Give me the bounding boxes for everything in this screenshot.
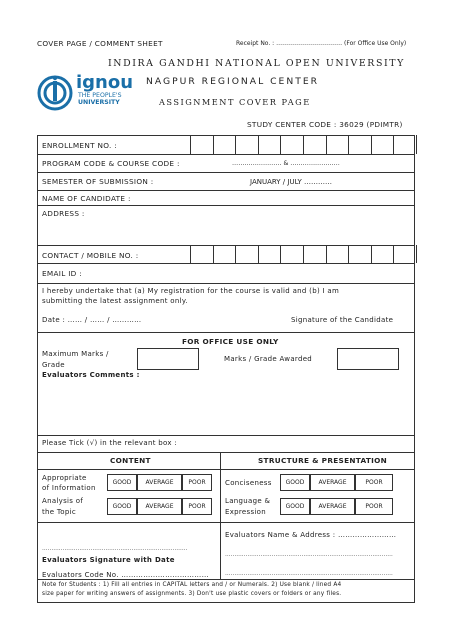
rating-average-3[interactable]: AVERAGE <box>310 474 355 491</box>
evaluator-signature-line[interactable]: …………………………………………………………………… <box>42 546 188 552</box>
rating-poor-2[interactable]: POOR <box>182 498 212 515</box>
criteria-language-2: Expression <box>225 508 266 516</box>
contact-cell-divider <box>416 245 417 263</box>
criteria-analysis-2: the Topic <box>42 508 77 516</box>
contact-label: CONTACT / MOBILE NO. : <box>42 251 139 260</box>
evaluator-address-line-2[interactable]: ……………………………………………………………………………… <box>225 571 393 577</box>
rating-average-2[interactable]: AVERAGE <box>137 498 182 515</box>
enrollment-input[interactable] <box>188 135 415 154</box>
max-marks-label: Maximum Marks / <box>42 350 109 358</box>
undertaking-line-2: submitting the latest assignment only. <box>42 297 188 305</box>
evaluator-name-label: Evaluators Name & Address : …………………… <box>225 531 397 539</box>
candidate-name-label: NAME OF CANDIDATE : <box>42 194 131 203</box>
regional-center: NAGPUR REGIONAL CENTER <box>146 76 320 87</box>
criteria-analysis: Analysis of <box>42 497 84 505</box>
logo-wordmark: ignou <box>76 72 134 93</box>
semester-input[interactable]: JANUARY / JULY ………… <box>250 178 333 186</box>
criteria-appropriate-2: of Information <box>42 484 96 492</box>
marks-awarded-label: Marks / Grade Awarded <box>224 355 313 363</box>
rating-good-3[interactable]: GOOD <box>280 474 310 491</box>
marks-awarded-box[interactable] <box>337 348 399 370</box>
ignou-logo <box>36 72 136 111</box>
contact-cell-divider <box>190 245 191 263</box>
max-marks-box[interactable] <box>137 348 199 370</box>
contact-cell-divider <box>348 245 349 263</box>
email-input[interactable] <box>100 264 415 282</box>
enrollment-cell-divider <box>416 135 417 154</box>
logo-tagline-1: THE PEOPLE'S <box>78 92 122 99</box>
rating-good-2[interactable]: GOOD <box>107 498 137 515</box>
date-field[interactable]: Date : …… / …… / ………… <box>42 316 142 324</box>
address-label: ADDRESS : <box>42 209 85 218</box>
evaluator-signature-label: Evaluators Signature with Date <box>42 556 175 564</box>
contact-cell-divider <box>303 245 304 263</box>
evaluator-code-label: Evaluators Code No. ……………………………… <box>42 571 209 579</box>
logo-tagline-2: UNIVERSITY <box>78 99 120 106</box>
candidate-signature: Signature of the Candidate <box>291 316 394 324</box>
cover-page-title: COVER PAGE / COMMENT SHEET <box>37 39 163 48</box>
ignou-emblem-icon <box>36 75 74 111</box>
contact-cell-divider <box>258 245 259 263</box>
max-marks-label-2: Grade <box>42 361 65 369</box>
address-input[interactable] <box>100 206 415 244</box>
criteria-appropriate: Appropriate <box>42 474 87 482</box>
note-line-2: size paper for writing answers of assignments. 3) Don't use plastic covers or folders or any files. <box>42 591 342 597</box>
rating-average-4[interactable]: AVERAGE <box>310 498 355 515</box>
content-header: CONTENT <box>110 456 151 465</box>
receipt-number: Receipt No. : …………………………… (For Office Use Only) <box>236 40 407 47</box>
rating-good-1[interactable]: GOOD <box>107 474 137 491</box>
rating-poor-4[interactable]: POOR <box>355 498 393 515</box>
university-name: INDIRA GANDHI NATIONAL OPEN UNIVERSITY <box>108 58 405 69</box>
contact-cell-divider <box>280 245 281 263</box>
contact-cell-divider <box>393 245 394 263</box>
enrollment-label: ENROLLMENT NO. : <box>42 141 117 150</box>
contact-cell-divider <box>235 245 236 263</box>
criteria-conciseness: Conciseness <box>225 479 272 487</box>
contact-cell-divider <box>371 245 372 263</box>
email-label: EMAIL ID : <box>42 269 82 278</box>
criteria-language: Language & <box>225 497 271 505</box>
contact-cell-divider <box>213 245 214 263</box>
rating-average-1[interactable]: AVERAGE <box>137 474 182 491</box>
evaluator-comments-label: Evaluators Comments : <box>42 371 140 379</box>
please-tick-label: Please Tick (√) in the relevant box : <box>42 439 177 447</box>
office-use-title: FOR OFFICE USE ONLY <box>182 337 279 346</box>
program-code-label: PROGRAM CODE & COURSE CODE : <box>42 159 180 168</box>
structure-header: STRUCTURE & PRESENTATION <box>258 456 388 465</box>
rating-poor-1[interactable]: POOR <box>182 474 212 491</box>
rating-poor-3[interactable]: POOR <box>355 474 393 491</box>
evaluator-address-line-1[interactable]: ……………………………………………………………………………… <box>225 552 393 558</box>
program-code-input[interactable]: …………………… & …………………… <box>232 160 340 167</box>
rating-good-4[interactable]: GOOD <box>280 498 310 515</box>
semester-label: SEMESTER OF SUBMISSION : <box>42 177 154 186</box>
contact-cell-divider <box>326 245 327 263</box>
note-line-1: Note for Students : 1) Fill all entries in CAPITAL letters and / or Numerals. 2) Use blank / lined A4 <box>42 582 342 588</box>
undertaking-line-1: I hereby undertake that (a) My registration for the course is valid and (b) I am <box>42 287 340 295</box>
study-center-code: STUDY CENTER CODE : 36029 (PDIMTR) <box>247 120 403 129</box>
assignment-cover-title: ASSIGNMENT COVER PAGE <box>159 97 311 107</box>
